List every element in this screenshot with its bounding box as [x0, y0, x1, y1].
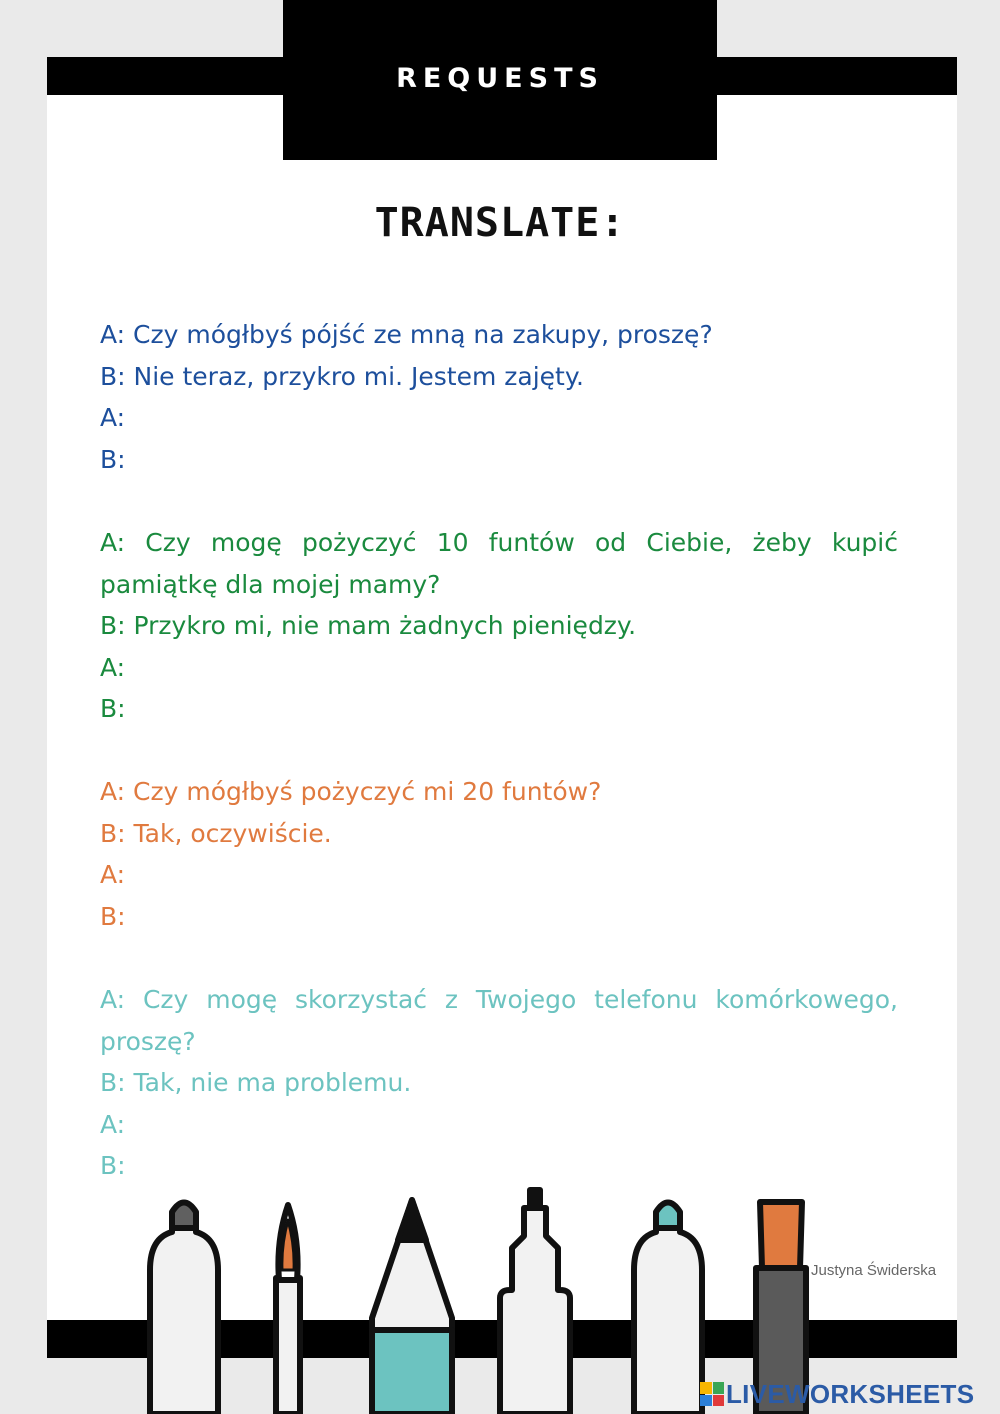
dialog-line: A: Czy mogę skorzystać z Twojego telefonu komórkowego, proszę?	[100, 985, 898, 1056]
dialog-line: A: Czy mogę pożyczyć 10 funtów od Ciebie, żeby kupić pamiątkę dla mojej mamy?	[100, 528, 898, 599]
instruction-heading: TRANSLATE:	[374, 200, 626, 246]
dialog-line: B: Przykro mi, nie mam żadnych pieniędzy.	[100, 611, 637, 640]
dialog-line: B: Tak, oczywiście.	[100, 818, 332, 848]
answer-line-b[interactable]: B:	[100, 1151, 126, 1180]
logo-mark-icon	[700, 1382, 724, 1406]
author-credit: Justyna Świderska	[811, 1262, 937, 1279]
liveworksheets-logo	[700, 1378, 974, 1410]
header-title-box	[283, 0, 717, 160]
dialog-4	[100, 979, 898, 1187]
dialog-2	[100, 522, 898, 730]
brush-thin-icon	[276, 1278, 300, 1414]
answer-line-a[interactable]: A:	[100, 1109, 126, 1139]
page-title: REQUESTS	[396, 62, 604, 94]
answer-line-a[interactable]: A:	[100, 652, 126, 682]
logo-text: LIVEWORKSHEETS	[726, 1378, 975, 1409]
dialog-1	[100, 314, 898, 480]
marker-teal-icon	[634, 1225, 702, 1414]
dialog-line: A: Czy mógłbyś pożyczyć mi 20 funtów?	[100, 777, 602, 806]
dialog-line: B: Nie teraz, przykro mi. Jestem zajęty.	[100, 361, 585, 391]
answer-line-a[interactable]: A:	[100, 860, 126, 889]
marker-grey-icon	[150, 1225, 218, 1414]
answer-line-b[interactable]: B:	[100, 694, 126, 723]
dialog-line: A: Czy mógłbyś pójść ze mną na zakupy, proszę?	[100, 320, 713, 349]
technical-pen-icon	[500, 1208, 570, 1414]
dialog-line: B: Tak, nie ma problemu.	[100, 1068, 412, 1097]
dialog-3	[100, 771, 898, 937]
answer-line-b[interactable]: B:	[100, 901, 126, 931]
answer-line-b[interactable]: B:	[100, 444, 126, 474]
answer-line-a[interactable]: A:	[100, 403, 126, 432]
